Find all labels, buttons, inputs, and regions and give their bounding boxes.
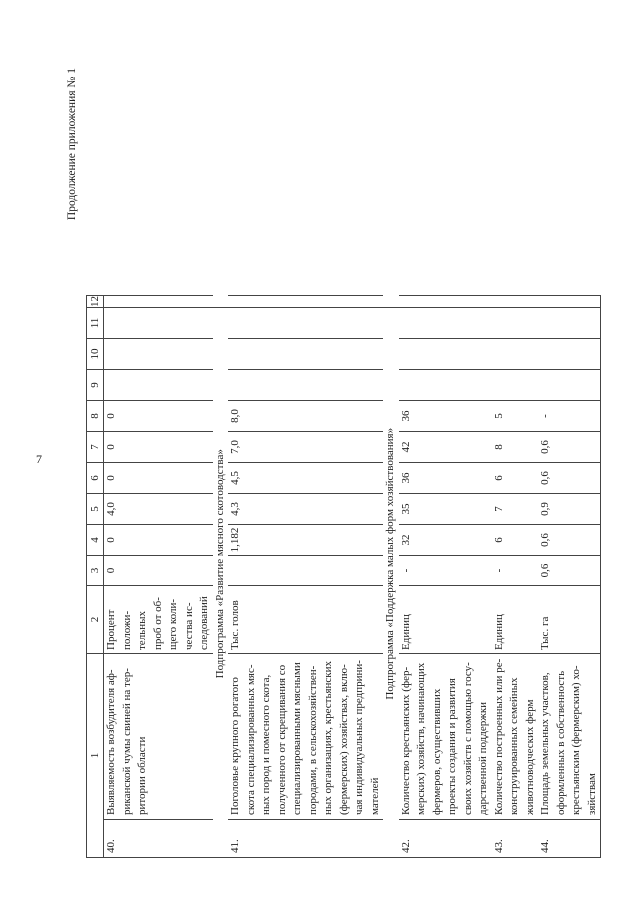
indicator-name xyxy=(538,654,601,820)
value-cell xyxy=(538,339,601,370)
header-cell: 7 xyxy=(87,432,104,463)
row-number: 41. xyxy=(228,820,383,858)
value-cell xyxy=(399,296,492,308)
value-cell: 7,0 xyxy=(228,432,383,463)
header-cell: 9 xyxy=(87,370,104,401)
value-cell xyxy=(492,339,539,370)
unit xyxy=(538,586,601,654)
row-number: 40. xyxy=(104,820,213,858)
header-cell: 2 xyxy=(87,586,104,654)
indicator-name-line: Выявляемость возбудителя аф- xyxy=(105,669,117,815)
indicator-name xyxy=(492,654,539,820)
indicator-name-line: Поголовье крупного рогатого xyxy=(229,677,241,815)
value-cell: 7 xyxy=(492,494,539,525)
indicator-name-line: конструированных семейных xyxy=(508,677,520,815)
value-cell: 0,9 xyxy=(538,494,601,525)
indicator-name-line: Количество построенных или ре- xyxy=(492,658,505,815)
value-cell xyxy=(228,556,383,586)
unit-line: Процент xyxy=(105,609,117,650)
value-cell xyxy=(228,370,383,401)
header-cell: 4 xyxy=(87,525,104,556)
indicator-name-line: оформленных в собственность xyxy=(554,670,567,815)
value-cell xyxy=(492,370,539,401)
indicator-name xyxy=(399,654,492,820)
value-cell: 8,0 xyxy=(228,401,383,432)
header-cell: 3 xyxy=(87,556,104,586)
table-body xyxy=(104,296,601,858)
appendix-caption: Продолжение приложения № 1 xyxy=(66,68,78,221)
table-row xyxy=(399,296,492,858)
unit-line: щего коли- xyxy=(167,598,179,650)
value-cell: 36 xyxy=(399,463,492,494)
header-cell: 11 xyxy=(87,308,104,339)
value-cell: 0,6 xyxy=(538,525,601,556)
indicator-name-line: породами, в сельскохозяйствен- xyxy=(306,665,319,815)
value-cell: - xyxy=(399,556,492,586)
header-cell: 10 xyxy=(87,339,104,370)
value-cell xyxy=(228,339,383,370)
table-row xyxy=(228,296,383,858)
indicator-name-line: специализированными мясными xyxy=(291,662,303,815)
header-cell: 5 xyxy=(87,494,104,525)
value-cell: - xyxy=(538,401,601,432)
header-cell: 12 xyxy=(87,296,104,308)
value-cell: 36 xyxy=(399,401,492,432)
table-row xyxy=(538,296,601,858)
subprogram-row xyxy=(213,296,229,858)
value-cell: 0,6 xyxy=(538,463,601,494)
value-cell xyxy=(399,370,492,401)
indicator-table xyxy=(86,295,601,858)
unit-line: положи- xyxy=(120,610,133,650)
indicator-name-line: мерских) хозяйств, начинающих xyxy=(415,662,427,815)
header-row xyxy=(87,296,104,858)
value-cell xyxy=(538,296,601,308)
table-row xyxy=(492,296,539,858)
unit-line: Тыс. га xyxy=(539,616,551,650)
indicator-name-line: своих хозяйств с помощью госу- xyxy=(461,662,474,815)
unit-line: чества ис- xyxy=(182,602,195,650)
table-row xyxy=(104,296,213,858)
subprogram-title: Подпрограмма «Развитие мясного скотоводства» xyxy=(213,308,229,820)
value-cell: 0,6 xyxy=(538,432,601,463)
unit-line: Тыс. голов xyxy=(229,600,241,650)
value-cell: 0 xyxy=(104,432,213,463)
subprogram-title: Подпрограмма «Поддержка малых форм хозяйствования» xyxy=(383,308,399,820)
rotated-page xyxy=(48,58,608,858)
value-cell xyxy=(399,308,492,339)
unit-line: следований xyxy=(198,596,210,650)
value-cell xyxy=(492,308,539,339)
indicator-name-line: Количество крестьянских (фер- xyxy=(399,666,412,815)
value-cell: 0 xyxy=(104,401,213,432)
indicator-name-line: фермеров, осуществивших xyxy=(430,688,443,815)
indicator-name-line: Площадь земельных участков, xyxy=(539,672,551,815)
value-cell: 6 xyxy=(492,463,539,494)
unit xyxy=(104,586,213,654)
unit-line: Единиц xyxy=(399,614,412,650)
header-cell: 6 xyxy=(87,463,104,494)
value-cell xyxy=(104,370,213,401)
value-cell xyxy=(399,339,492,370)
value-cell: 32 xyxy=(399,525,492,556)
row-number: 44. xyxy=(538,820,601,858)
value-cell: 0 xyxy=(104,556,213,586)
value-cell xyxy=(228,296,383,308)
value-cell xyxy=(228,308,383,339)
indicator-name-line: зяйствам xyxy=(585,773,598,815)
indicator-name-line: скота специализированных мяс- xyxy=(244,664,257,815)
indicator-name-line: ных пород и помесного скота, xyxy=(260,674,272,815)
value-cell xyxy=(104,296,213,308)
indicator-name-line: ных организациях, крестьянских xyxy=(322,660,334,815)
header-cell: 8 xyxy=(87,401,104,432)
row-number: 42. xyxy=(399,820,492,858)
value-cell xyxy=(492,296,539,308)
value-cell: 1,182 xyxy=(228,525,383,556)
value-cell xyxy=(104,339,213,370)
value-cell: 0 xyxy=(104,525,213,556)
indicator-name xyxy=(104,654,213,820)
value-cell: 35 xyxy=(399,494,492,525)
page-number: 7 xyxy=(36,452,42,466)
value-cell: 42 xyxy=(399,432,492,463)
unit-line: Единиц xyxy=(492,614,505,650)
indicator-name-line: крестьянским (фермерским) хо- xyxy=(570,665,582,815)
indicator-name-line: полученного от скрещивания со xyxy=(275,664,288,815)
value-cell: 4,3 xyxy=(228,494,383,525)
indicator-name-line: животноводческих ферм xyxy=(523,699,536,815)
value-cell xyxy=(104,308,213,339)
unit xyxy=(228,586,383,654)
value-cell: 4,5 xyxy=(228,463,383,494)
indicator-name-line: ритории области xyxy=(136,736,148,815)
row-number: 43. xyxy=(492,820,539,858)
value-cell: 6 xyxy=(492,525,539,556)
unit xyxy=(492,586,539,654)
unit-line: проб от об- xyxy=(151,597,164,650)
value-cell: 5 xyxy=(492,401,539,432)
value-cell xyxy=(538,308,601,339)
value-cell xyxy=(538,370,601,401)
value-cell: 8 xyxy=(492,432,539,463)
value-cell: 4,0 xyxy=(104,494,213,525)
header-cell: 1 xyxy=(87,654,104,858)
indicator-name-line: риканской чумы свиней на тер- xyxy=(120,668,133,815)
subprogram-row xyxy=(383,296,399,858)
indicator-name xyxy=(228,654,383,820)
indicator-name-line: дарственной поддержки xyxy=(477,701,489,815)
value-cell: 0,6 xyxy=(538,556,601,586)
indicator-name-line: (фермерских) хозяйствах, вклю- xyxy=(337,664,350,815)
indicator-name-line: чая индивидуальных предприни- xyxy=(353,660,365,815)
value-cell: 0 xyxy=(104,463,213,494)
unit xyxy=(399,586,492,654)
unit-line: тельных xyxy=(136,611,148,650)
value-cell: - xyxy=(492,556,539,586)
indicator-name-line: мателей xyxy=(368,777,381,815)
indicator-name-line: проекты создания и развития xyxy=(446,678,458,815)
